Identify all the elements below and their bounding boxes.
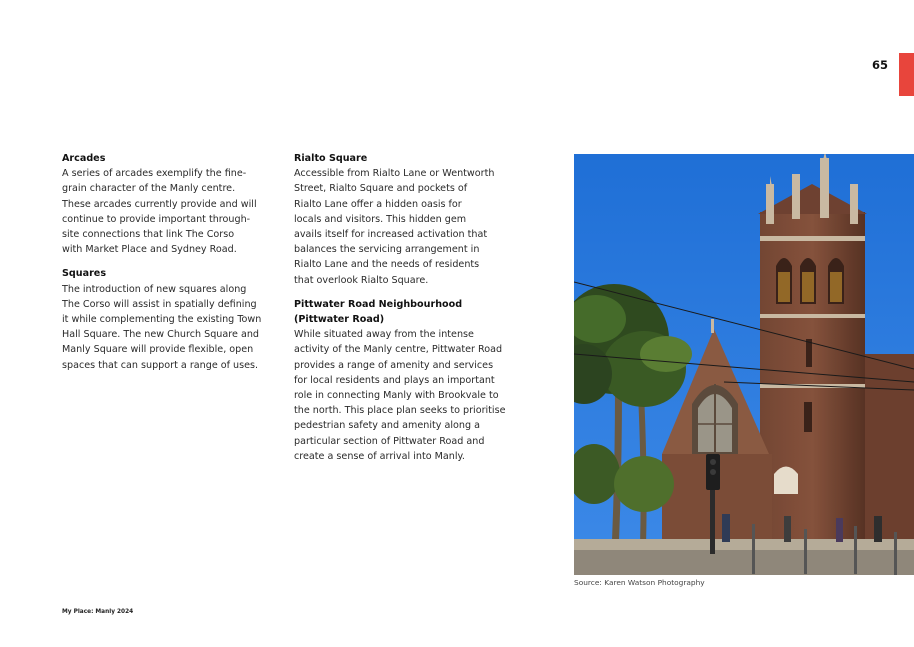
rialto-heading: Rialto Square bbox=[294, 153, 368, 164]
pittwater-line: pedestrian safety and amenity along a bbox=[294, 420, 480, 432]
arcades-line: grain character of the Manly centre. bbox=[62, 183, 236, 195]
document-footer: My Place: Manly 2024 bbox=[62, 609, 134, 615]
squares-line: spaces that can support a range of uses. bbox=[62, 359, 259, 371]
section-pittwater-road bbox=[294, 297, 504, 464]
section-arcades bbox=[62, 151, 262, 257]
text-column-middle bbox=[294, 151, 504, 473]
squares-heading: Squares bbox=[62, 268, 107, 280]
pittwater-line: activity of the Manly centre, Pittwater Road bbox=[294, 344, 503, 356]
pittwater-line: for local residents and plays an important bbox=[294, 374, 495, 386]
arcades-heading: Arcades bbox=[62, 153, 106, 164]
text-column-left bbox=[62, 151, 262, 382]
arcades-line: A series of arcades exemplify the fine- bbox=[62, 168, 247, 180]
squares-line: The introduction of new squares along bbox=[62, 283, 247, 295]
arcades-line: These arcades currently provide and will bbox=[62, 198, 257, 210]
photo-caption: Source: Karen Watson Photography bbox=[574, 578, 705, 587]
page-number: 65 bbox=[871, 58, 888, 72]
pittwater-line: the north. This place plan seeks to prioritise bbox=[294, 405, 506, 417]
squares-line: Hall Square. The new Church Square and bbox=[62, 329, 259, 341]
rialto-line: Accessible from Rialto Lane or Wentworth bbox=[294, 168, 495, 180]
rialto-line: Rialto Lane offer a hidden oasis for bbox=[294, 198, 462, 210]
pittwater-line: particular section of Pittwater Road and bbox=[294, 435, 485, 447]
squares-line: The Corso will assist in spatially defining bbox=[62, 298, 257, 310]
rialto-line: Street, Rialto Square and pockets of bbox=[294, 183, 468, 195]
squares-line: Manly Square will provide flexible, open bbox=[62, 344, 254, 356]
pittwater-line: create a sense of arrival into Manly. bbox=[294, 450, 465, 462]
section-rialto-square bbox=[294, 151, 504, 288]
arcades-line: with Market Place and Sydney Road. bbox=[62, 244, 237, 256]
rialto-line: locals and visitors. This hidden gem bbox=[294, 213, 467, 225]
pittwater-heading: Pittwater Road Neighbourhood bbox=[294, 298, 463, 310]
page-tab-marker bbox=[899, 53, 914, 96]
pittwater-subheading: (Pittwater Road) bbox=[294, 314, 385, 326]
rialto-line: Rialto Lane and the needs of residents bbox=[294, 259, 480, 271]
rialto-line: avails itself for increased activation that bbox=[294, 229, 488, 241]
arcades-line: continue to provide important through- bbox=[62, 213, 251, 225]
section-squares bbox=[62, 266, 262, 372]
church-photo bbox=[574, 154, 914, 575]
arcades-line: site connections that link The Corso bbox=[62, 229, 235, 241]
pittwater-line: provides a range of amenity and services bbox=[294, 359, 494, 371]
pittwater-line: While situated away from the intense bbox=[294, 329, 474, 341]
squares-line: it while complementing the existing Town bbox=[62, 314, 262, 326]
rialto-line: balances the servicing arrangement in bbox=[294, 244, 480, 256]
rialto-line: that overlook Rialto Square. bbox=[294, 274, 429, 286]
pittwater-line: role in connecting Manly with Brookvale to bbox=[294, 390, 499, 402]
